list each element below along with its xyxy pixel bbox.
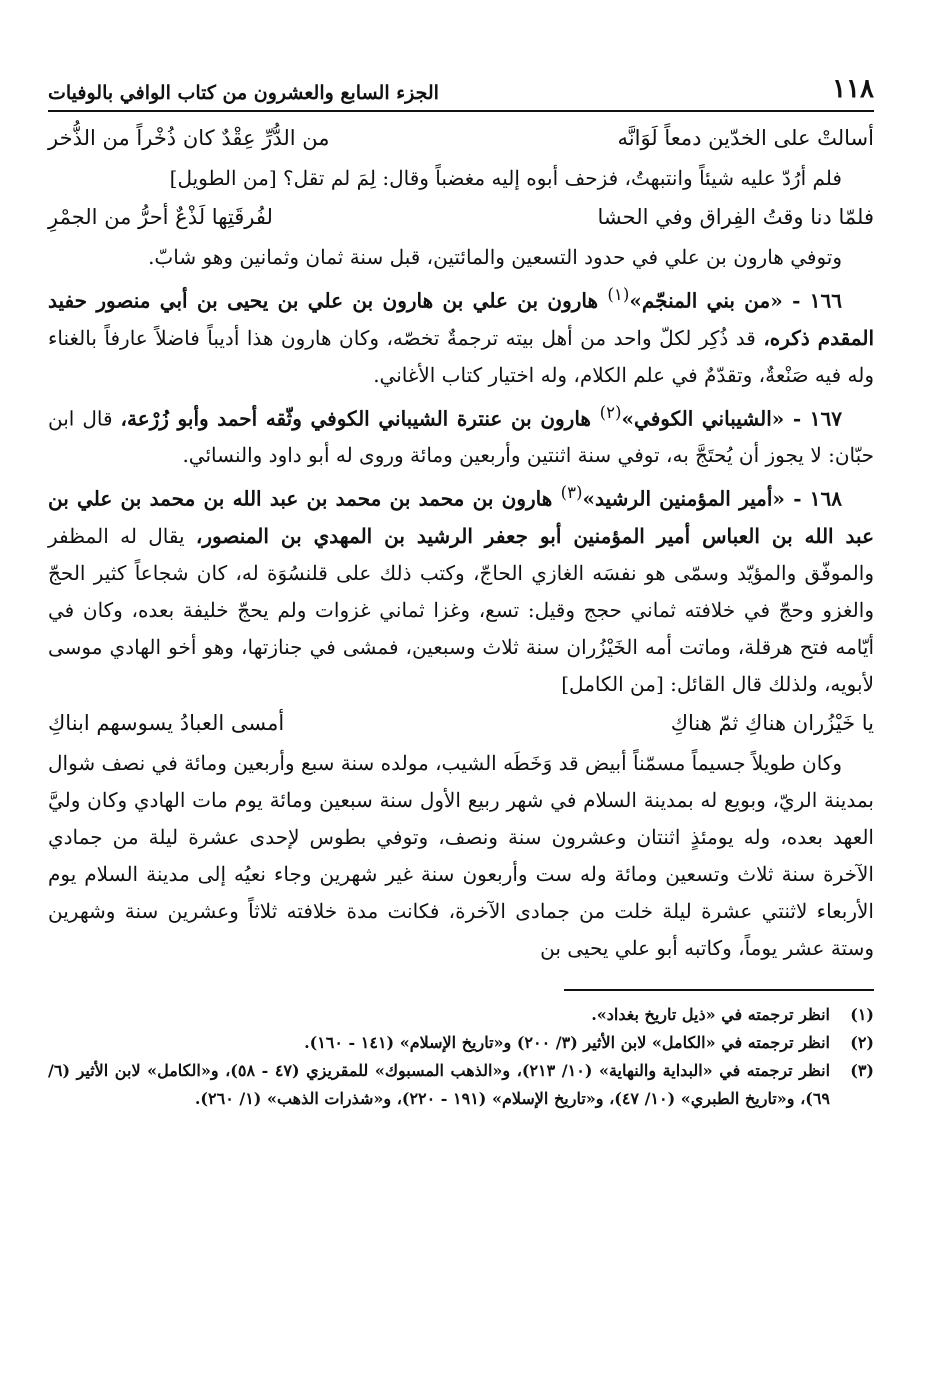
footnote xyxy=(48,1001,874,1029)
verse-first-hemistich: يا خَيْزُران هناكِ ثمّ هناكِ xyxy=(670,710,874,735)
entry-heading: ١٦٧ - «الشيباني الكوفي» xyxy=(621,406,843,431)
verse-second-hemistich: لفُرقَتِها لَذْعٌ أحرُّ من الجمْرِ xyxy=(48,205,273,229)
biography-entry-166 xyxy=(48,276,874,394)
verse-first-hemistich: أسالتْ على الخدّين دمعاً لَوَانَّه xyxy=(617,126,874,150)
footnote-number: (٣) xyxy=(850,1060,874,1080)
page-header xyxy=(48,58,874,112)
paragraph xyxy=(48,160,874,197)
verse-line xyxy=(48,201,874,233)
entry-body: يقال له المظفر والموفّق والمؤيّد وسمّى هو نفسَه الغازي الحاجّ، وكتب ذلك على قلنسُوَة له، كان شجاعاً كثير الحجّ والغزو وحجّ في خلافته ثماني حجج وقيل: تسع، وغزا ثماني غزوات ولم يحجّ خليفة بعده، وكان في أيّامه فتح هرقلة، وماتت أمه الخَيْزُران سنة ثلاث وسبعين، فمشى في جنازتها، وهو أخو الهادي موسى لأبويه، ولذلك قال القائل: xyxy=(48,523,874,696)
entry-name: هارون بن عنترة الشيباني الكوفي وثّقه أحمد وأبو زُرْعة، xyxy=(120,406,600,431)
verse-first-hemistich: فلمّا دنا وقتُ الفِراق وفي الحشا xyxy=(597,205,874,229)
verse-second-hemistich: أمسى العبادُ يسوسهم ابناكِ xyxy=(48,710,285,735)
footnote-number: (٢) xyxy=(850,1032,874,1052)
entry-heading: ١٦٨ - «أمير المؤمنين الرشيد» xyxy=(582,486,842,511)
running-title: الجزء السابع والعشرون من كتاب الوافي بالوفيات xyxy=(48,82,439,104)
footnote-ref: (١) xyxy=(607,285,630,304)
paragraph: وتوفي هارون بن علي في حدود التسعين والمائتين، قبل سنة ثمان وثمانين وهو شابّ. xyxy=(148,245,842,269)
footnote xyxy=(48,1029,874,1057)
footnote-ref: (٢) xyxy=(599,402,622,422)
footnote-text: انظر ترجمته في «الكامل» لابن الأثير (٣/ ٢٠٠) و«تاريخ الإسلام» (١٤١ - ١٦٠). xyxy=(304,1032,830,1052)
footnote-number: (١) xyxy=(850,1004,874,1024)
entry-body: قد ذُكِر لكلّ واحد من أهل بيته ترجمةٌ تخصّه، وكان هارون هذا أديباً فاضلاً عارفاً بالغناء وله فيه صَنْعةٌ، وتقدّمٌ في علم الكلام، وله اختيار كتاب الأغاني. xyxy=(48,325,874,387)
paragraph: وكان طويلاً جسيماً مسمّناً أبيض قد وَخَطَه الشيب، مولده سنة سبع وأربعين ومائة في نصف شوال بمدينة الريّ، وبويع له بمدينة السلام في شهر ربيع الأول سنة سبعين ومائة يوم مات الهادي وكان وليَّ العهد بعده، وله يومئذٍ اثنتان وعشرون سنة ونصف، وتوفي بطوس لإحدى عشرة ليلة من جمادي الآخرة سنة ثلاث وتسعين ومائة وله ست وأربعون سنة غير شهرين وجاء نعيُه إلى مدينة السلام يوم الأربعاء لاثنتي عشرة ليلة خلت من جمادى الآخرة، فكانت مدة خلافته ثلاثاً وعشرين سنة وشهرين وستة عشر يوماً، وكاتبه أبو علي يحيى بن xyxy=(48,750,874,960)
meter-label: [من الكامل] xyxy=(561,671,664,696)
entry-body: قال ابن حبّان: لا يجوز أن يُحتَجَّ به، توفي سنة اثنتين وأربعين ومائة وروى له أبو داود والنسائي. xyxy=(48,406,874,468)
meter-label: [من الطويل] xyxy=(169,166,277,190)
footnote-text: انظر ترجمته في «ذيل تاريخ بغداد». xyxy=(591,1004,830,1024)
footnotes xyxy=(48,989,874,1113)
verse-line xyxy=(48,707,874,739)
page-number: ١١٨ xyxy=(832,74,874,104)
verse-second-hemistich: من الدُّرِّ عِقْدٌ كان ذُخْراً من الذُّخر xyxy=(48,126,330,150)
entry-name: هارون بن علي بن هارون بن علي بن يحيى بن أبي منصور حفيد المقدم ذكره، xyxy=(48,288,875,350)
footnote-text: انظر ترجمته في «البداية والنهاية» (١٠/ ٢١٣)، و«الذهب المسبوك» للمقريزي (٤٧ - ٥٨)، و«الكامل» لابن الأثير (٦/ ٦٩)، و«تاريخ الطبري» (١٠/ ٤٧)، و«تاريخ الإسلام» (١٩١ - ٢٢٠)، و«شذرات الذهب» (١/ ٢٦٠). xyxy=(48,1060,831,1108)
page-body xyxy=(48,122,874,967)
book-page xyxy=(48,58,874,1113)
entry-name: هارون بن محمد بن محمد بن عبد الله بن محمد بن علي بن عبد الله بن العباس أمير المؤمنين أبو جعفر الرشيد بن المهدي بن المنصور، xyxy=(48,486,875,548)
footnote-ref: (٣) xyxy=(560,483,583,503)
paragraph-text: فلم أرُدّ عليه شيئاً وانتبهتُ، فزحف أبوه إليه مغضباً وقال: لِمَ لم تقل؟ xyxy=(283,166,842,190)
entry-heading: ١٦٦ - «من بني المنجّم» xyxy=(629,288,842,313)
biography-entry-167 xyxy=(48,394,874,475)
biography-entry-168 xyxy=(48,474,874,703)
footnote-divider xyxy=(564,989,874,991)
verse-line xyxy=(48,122,874,154)
footnote xyxy=(48,1057,874,1113)
